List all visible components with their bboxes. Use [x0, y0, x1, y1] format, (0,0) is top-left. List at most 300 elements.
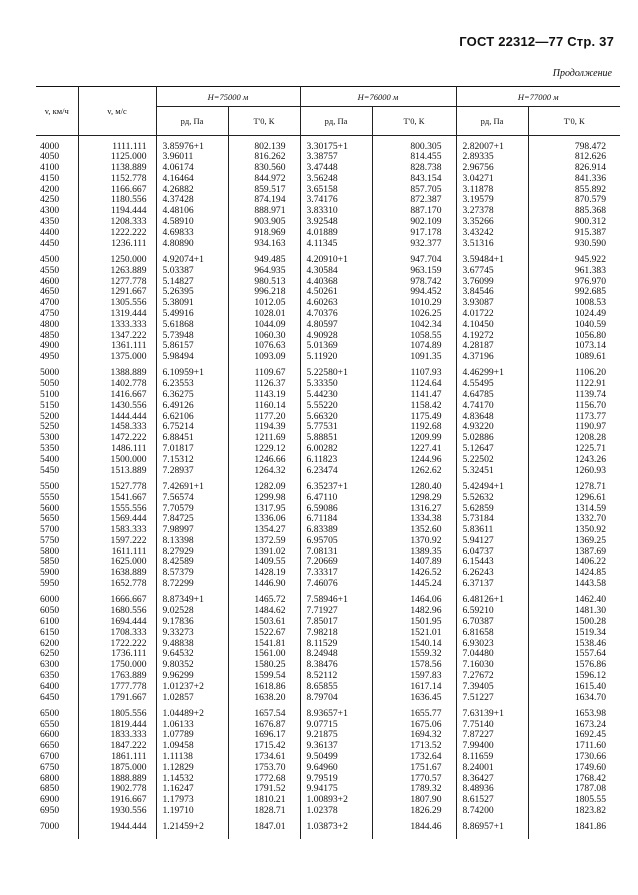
table-cell: 1106.20 — [528, 368, 620, 379]
table-cell: 3.59484+1 — [456, 255, 528, 266]
table-cell: 1260.93 — [528, 466, 620, 477]
table-cell: 7.15312 — [156, 455, 228, 466]
table-cell: 1666.667 — [78, 595, 156, 606]
table-cell: 4550 — [36, 266, 78, 277]
table-cell: 1152.778 — [78, 174, 156, 185]
table-cell: 1634.70 — [528, 693, 620, 704]
table-cell: 5.44230 — [300, 390, 372, 401]
table-cell: 1125.000 — [78, 152, 156, 163]
table-cell: 9.48838 — [156, 639, 228, 650]
table-cell: 4.40368 — [300, 277, 372, 288]
table-cell: 1617.14 — [372, 682, 456, 693]
table-cell: 4.01722 — [456, 309, 528, 320]
table-cell: 1319.444 — [78, 309, 156, 320]
table-cell: 9.21875 — [300, 730, 372, 741]
table-cell: 1008.53 — [528, 298, 620, 309]
table-cell: 6.11823 — [300, 455, 372, 466]
table-cell: 1428.19 — [228, 568, 300, 579]
table-cell: 1126.37 — [228, 379, 300, 390]
table-cell: 5.73184 — [456, 514, 528, 525]
table-cell: 1580.25 — [228, 660, 300, 671]
table-cell: 6100 — [36, 617, 78, 628]
separator-cell — [528, 833, 620, 839]
table-cell: 4950 — [36, 352, 78, 363]
page-header: ГОСТ 22312—77 Стр. 37 — [459, 34, 614, 49]
table-cell: 6200 — [36, 639, 78, 650]
table-cell: 1772.68 — [228, 774, 300, 785]
table-cell: 7.85017 — [300, 617, 372, 628]
table-cell: 1653.98 — [528, 709, 620, 720]
table-cell: 1.02857 — [156, 693, 228, 704]
table-cell: 8.24948 — [300, 649, 372, 660]
table-cell: 1236.111 — [78, 239, 156, 250]
table-cell: 1732.64 — [372, 752, 456, 763]
table-cell: 5.98494 — [156, 352, 228, 363]
table-cell: 1158.42 — [372, 401, 456, 412]
table-cell: 1500.28 — [528, 617, 620, 628]
table-cell: 5700 — [36, 525, 78, 536]
table-cell: 3.35266 — [456, 217, 528, 228]
table-cell: 1916.667 — [78, 795, 156, 806]
table-cell: 6.10959+1 — [156, 368, 228, 379]
table-cell: 4.48106 — [156, 206, 228, 217]
table-cell: 917.178 — [372, 228, 456, 239]
table-cell: 1406.22 — [528, 557, 620, 568]
table-cell: 947.704 — [372, 255, 456, 266]
table-cell: 1692.45 — [528, 730, 620, 741]
table-cell: 1751.67 — [372, 763, 456, 774]
table-cell: 1391.02 — [228, 547, 300, 558]
table-cell: 1787.08 — [528, 784, 620, 795]
table-cell: 6.37137 — [456, 579, 528, 590]
table-cell: 1930.556 — [78, 806, 156, 817]
table-cell: 6.59210 — [456, 606, 528, 617]
table-cell: 9.64532 — [156, 649, 228, 660]
table-cell: 1.19710 — [156, 806, 228, 817]
table-cell: 1314.59 — [528, 504, 620, 515]
table-row — [36, 579, 620, 590]
table-cell: 857.705 — [372, 185, 456, 196]
table-cell: 830.560 — [228, 163, 300, 174]
table-cell: 4850 — [36, 331, 78, 342]
table-cell: 4.80890 — [156, 239, 228, 250]
table-row — [36, 693, 620, 704]
table-cell: 7.28937 — [156, 466, 228, 477]
table-cell: 1823.82 — [528, 806, 620, 817]
table-cell: 1209.99 — [372, 433, 456, 444]
table-cell: 1375.000 — [78, 352, 156, 363]
table-body — [36, 136, 620, 839]
table-cell: 1.17973 — [156, 795, 228, 806]
table-cell: 8.38476 — [300, 660, 372, 671]
table-cell: 8.11529 — [300, 639, 372, 650]
table-cell: 5.32451 — [456, 466, 528, 477]
table-cell: 1481.30 — [528, 606, 620, 617]
table-cell: 1521.01 — [372, 628, 456, 639]
table-cell: 1826.29 — [372, 806, 456, 817]
table-cell: 1177.20 — [228, 412, 300, 423]
table-cell: 2.89335 — [456, 152, 528, 163]
table-cell: 1208.333 — [78, 217, 156, 228]
table-cell: 6.81658 — [456, 628, 528, 639]
table-cell: 5.55220 — [300, 401, 372, 412]
table-cell: 6.71184 — [300, 514, 372, 525]
table-cell: 1282.09 — [228, 482, 300, 493]
table-cell: 6.36275 — [156, 390, 228, 401]
table-cell: 1180.556 — [78, 195, 156, 206]
table-cell: 8.93657+1 — [300, 709, 372, 720]
table-cell: 1753.70 — [228, 763, 300, 774]
table-cell: 5800 — [36, 547, 78, 558]
table-cell: 4.11345 — [300, 239, 372, 250]
table-cell: 1093.09 — [228, 352, 300, 363]
table-cell: 6750 — [36, 763, 78, 774]
table-cell: 7.46076 — [300, 579, 372, 590]
table-cell: 1519.34 — [528, 628, 620, 639]
table-cell: 1875.000 — [78, 763, 156, 774]
table-cell: 8.86957+1 — [456, 822, 528, 833]
table-cell: 4.74170 — [456, 401, 528, 412]
table-cell: 4900 — [36, 341, 78, 352]
table-cell: 8.24001 — [456, 763, 528, 774]
table-cell: 1350.92 — [528, 525, 620, 536]
table-cell: 1789.32 — [372, 784, 456, 795]
table-cell: 5.49916 — [156, 309, 228, 320]
table-cell: 3.65158 — [300, 185, 372, 196]
table-cell: 7.63139+1 — [456, 709, 528, 720]
table-cell: 1277.778 — [78, 277, 156, 288]
table-cell: 1730.66 — [528, 752, 620, 763]
table-cell: 1229.12 — [228, 444, 300, 455]
table-cell: 4300 — [36, 206, 78, 217]
table-cell: 992.685 — [528, 287, 620, 298]
table-cell: 4.60263 — [300, 298, 372, 309]
table-cell: 5650 — [36, 514, 78, 525]
table-cell: 4.06174 — [156, 163, 228, 174]
table-cell: 5300 — [36, 433, 78, 444]
table-cell: 3.96011 — [156, 152, 228, 163]
table-cell: 6.70387 — [456, 617, 528, 628]
table-cell: 843.154 — [372, 174, 456, 185]
table-cell: 1058.55 — [372, 331, 456, 342]
table-cell: 1402.778 — [78, 379, 156, 390]
table-cell: 1713.52 — [372, 741, 456, 752]
table-cell: 8.72299 — [156, 579, 228, 590]
table-cell: 1807.90 — [372, 795, 456, 806]
table-cell: 7.84725 — [156, 514, 228, 525]
table-cell: 1278.71 — [528, 482, 620, 493]
table-cell: 5.02886 — [456, 433, 528, 444]
table-cell: 903.905 — [228, 217, 300, 228]
table-cell: 4350 — [36, 217, 78, 228]
table-cell: 8.57379 — [156, 568, 228, 579]
table-cell: 1540.14 — [372, 639, 456, 650]
table-cell: 1844.46 — [372, 822, 456, 833]
table-cell: 1833.333 — [78, 730, 156, 741]
table-cell: 1902.778 — [78, 784, 156, 795]
table-cell: 4050 — [36, 152, 78, 163]
table-cell: 1194.39 — [228, 422, 300, 433]
table-cell: 3.38757 — [300, 152, 372, 163]
table-cell: 1192.68 — [372, 422, 456, 433]
table-cell: 6250 — [36, 649, 78, 660]
table-cell: 1044.09 — [228, 320, 300, 331]
table-cell: 1.21459+2 — [156, 822, 228, 833]
table-cell: 3.74176 — [300, 195, 372, 206]
table-cell: 7.20669 — [300, 557, 372, 568]
table-cell: 6050 — [36, 606, 78, 617]
table-cell: 1291.667 — [78, 287, 156, 298]
table-cell: 3.27378 — [456, 206, 528, 217]
table-cell: 4700 — [36, 298, 78, 309]
table-cell: 6800 — [36, 774, 78, 785]
table-cell: 1501.95 — [372, 617, 456, 628]
table-cell: 1446.90 — [228, 579, 300, 590]
table-cell: 5550 — [36, 493, 78, 504]
col-header-t0-1: T'0, К — [228, 107, 300, 136]
table-cell: 8.42589 — [156, 557, 228, 568]
table-cell: 1805.556 — [78, 709, 156, 720]
table-cell: 8.61527 — [456, 795, 528, 806]
table-cell: 915.387 — [528, 228, 620, 239]
table-cell: 1122.91 — [528, 379, 620, 390]
table-cell: 1243.26 — [528, 455, 620, 466]
table-cell: 1465.72 — [228, 595, 300, 606]
table-cell: 1333.333 — [78, 320, 156, 331]
table-cell: 4.01889 — [300, 228, 372, 239]
table-cell: 1042.34 — [372, 320, 456, 331]
table-cell: 6450 — [36, 693, 78, 704]
table-cell: 1010.29 — [372, 298, 456, 309]
table-cell: 1370.92 — [372, 536, 456, 547]
table-cell: 1443.58 — [528, 579, 620, 590]
table-cell: 4.19272 — [456, 331, 528, 342]
table-cell: 6.62106 — [156, 412, 228, 423]
table-cell: 1334.38 — [372, 514, 456, 525]
table-cell: 1.12829 — [156, 763, 228, 774]
table-cell: 1596.12 — [528, 671, 620, 682]
table-row — [36, 266, 620, 277]
table-cell: 7.27672 — [456, 671, 528, 682]
table-cell: 1.03873+2 — [300, 822, 372, 833]
table-cell: 5250 — [36, 422, 78, 433]
table-cell: 4750 — [36, 309, 78, 320]
table-cell: 874.194 — [228, 195, 300, 206]
table-cell: 7.98997 — [156, 525, 228, 536]
table-cell: 1828.71 — [228, 806, 300, 817]
table-cell: 6550 — [36, 720, 78, 731]
table-cell: 3.51316 — [456, 239, 528, 250]
table-cell: 1464.06 — [372, 595, 456, 606]
table-cell: 5.88851 — [300, 433, 372, 444]
table-cell: 1407.89 — [372, 557, 456, 568]
table-cell: 7.99400 — [456, 741, 528, 752]
table-cell: 2.96756 — [456, 163, 528, 174]
table-cell: 1.09458 — [156, 741, 228, 752]
table-cell: 978.742 — [372, 277, 456, 288]
table-cell: 7.04480 — [456, 649, 528, 660]
table-cell: 1296.61 — [528, 493, 620, 504]
table-cell: 1676.87 — [228, 720, 300, 731]
table-cell: 1597.83 — [372, 671, 456, 682]
separator-cell — [78, 833, 156, 839]
table-cell: 3.85976+1 — [156, 142, 228, 153]
table-cell: 1538.46 — [528, 639, 620, 650]
table-cell: 6500 — [36, 709, 78, 720]
table-cell: 4600 — [36, 277, 78, 288]
table-cell: 8.36427 — [456, 774, 528, 785]
table-cell: 1347.222 — [78, 331, 156, 342]
separator-cell — [228, 833, 300, 839]
table-row — [36, 320, 620, 331]
table-cell: 1576.86 — [528, 660, 620, 671]
group-header-1: H=75000 м — [156, 87, 300, 107]
table-cell: 1819.444 — [78, 720, 156, 731]
table-cell: 7.75140 — [456, 720, 528, 731]
table-cell: 5500 — [36, 482, 78, 493]
table-cell: 7.08131 — [300, 547, 372, 558]
table-cell: 994.452 — [372, 287, 456, 298]
table-cell: 5000 — [36, 368, 78, 379]
table-cell: 1597.222 — [78, 536, 156, 547]
table-cell: 980.513 — [228, 277, 300, 288]
table-cell: 6.88451 — [156, 433, 228, 444]
group-header-2: H=76000 м — [300, 87, 456, 107]
col-header-pd-3: pд, Па — [456, 107, 528, 136]
table-cell: 6650 — [36, 741, 78, 752]
table-cell: 5850 — [36, 557, 78, 568]
table-cell: 3.83310 — [300, 206, 372, 217]
table-cell: 3.30175+1 — [300, 142, 372, 153]
table-cell: 802.139 — [228, 142, 300, 153]
table-cell: 841.336 — [528, 174, 620, 185]
table-cell: 1263.889 — [78, 266, 156, 277]
table-cell: 1522.67 — [228, 628, 300, 639]
table-cell: 1444.444 — [78, 412, 156, 423]
table-cell: 1361.111 — [78, 341, 156, 352]
block-separator — [36, 833, 620, 839]
table-cell: 1211.69 — [228, 433, 300, 444]
table-cell: 1389.35 — [372, 547, 456, 558]
table-cell: 1.04489+2 — [156, 709, 228, 720]
table-cell: 4450 — [36, 239, 78, 250]
table-cell: 1638.889 — [78, 568, 156, 579]
table-cell: 5.94127 — [456, 536, 528, 547]
table-cell: 6900 — [36, 795, 78, 806]
table-cell: 4.20910+1 — [300, 255, 372, 266]
table-cell: 6150 — [36, 628, 78, 639]
table-cell: 8.48936 — [456, 784, 528, 795]
table-cell: 798.472 — [528, 142, 620, 153]
table-cell: 1657.54 — [228, 709, 300, 720]
table-cell: 888.971 — [228, 206, 300, 217]
table-cell: 1680.556 — [78, 606, 156, 617]
table-cell: 5350 — [36, 444, 78, 455]
table-cell: 5.66320 — [300, 412, 372, 423]
col-header-t0-3: T'0, К — [528, 107, 620, 136]
table-cell: 5.14827 — [156, 277, 228, 288]
table-cell: 7.39405 — [456, 682, 528, 693]
table-cell: 964.935 — [228, 266, 300, 277]
table-cell: 5.86157 — [156, 341, 228, 352]
table-cell: 5450 — [36, 466, 78, 477]
table-cell: 5150 — [36, 401, 78, 412]
table-cell: 9.64960 — [300, 763, 372, 774]
table-cell: 9.94175 — [300, 784, 372, 795]
table-cell: 1810.21 — [228, 795, 300, 806]
table-cell: 1222.222 — [78, 228, 156, 239]
table-cell: 1.06133 — [156, 720, 228, 731]
table-cell: 4650 — [36, 287, 78, 298]
table-cell: 6.95705 — [300, 536, 372, 547]
table-cell: 1332.70 — [528, 514, 620, 525]
table-cell: 9.07715 — [300, 720, 372, 731]
table-row — [36, 822, 620, 833]
table-cell: 9.79519 — [300, 774, 372, 785]
table-cell: 8.11659 — [456, 752, 528, 763]
table-cell: 6400 — [36, 682, 78, 693]
table-cell: 1472.222 — [78, 433, 156, 444]
table-cell: 3.84546 — [456, 287, 528, 298]
table-cell: 812.626 — [528, 152, 620, 163]
table-cell: 7.98218 — [300, 628, 372, 639]
table-cell: 5.83611 — [456, 525, 528, 536]
table-cell: 4.90928 — [300, 331, 372, 342]
table-cell: 900.312 — [528, 217, 620, 228]
table-cell: 4.26882 — [156, 185, 228, 196]
table-cell: 885.368 — [528, 206, 620, 217]
table-cell: 1074.89 — [372, 341, 456, 352]
table-cell: 872.387 — [372, 195, 456, 206]
table-cell: 5900 — [36, 568, 78, 579]
table-cell: 5.77531 — [300, 422, 372, 433]
table-cell: 1847.01 — [228, 822, 300, 833]
table-cell: 855.892 — [528, 185, 620, 196]
table-cell: 1280.40 — [372, 482, 456, 493]
table-cell: 1430.556 — [78, 401, 156, 412]
table-cell: 4150 — [36, 174, 78, 185]
table-cell: 1124.64 — [372, 379, 456, 390]
table-cell: 9.96299 — [156, 671, 228, 682]
table-cell: 4.16464 — [156, 174, 228, 185]
table-cell: 4000 — [36, 142, 78, 153]
table-cell: 1486.111 — [78, 444, 156, 455]
table-cell: 5750 — [36, 536, 78, 547]
table-cell: 6.48126+1 — [456, 595, 528, 606]
table-cell: 930.590 — [528, 239, 620, 250]
table-cell: 1040.59 — [528, 320, 620, 331]
table-cell: 1445.24 — [372, 579, 456, 590]
table-cell: 1711.60 — [528, 741, 620, 752]
table-cell: 1416.667 — [78, 390, 156, 401]
table-cell: 2.82007+1 — [456, 142, 528, 153]
table-cell: 932.377 — [372, 239, 456, 250]
table-cell: 1109.67 — [228, 368, 300, 379]
table-cell: 5.38091 — [156, 298, 228, 309]
table-cell: 1541.667 — [78, 493, 156, 504]
table-cell: 918.969 — [228, 228, 300, 239]
table-cell: 1599.54 — [228, 671, 300, 682]
table-cell: 1.01237+2 — [156, 682, 228, 693]
table-cell: 7.58946+1 — [300, 595, 372, 606]
table-cell: 6600 — [36, 730, 78, 741]
table-cell: 1696.17 — [228, 730, 300, 741]
table-cell: 6300 — [36, 660, 78, 671]
table-cell: 9.17836 — [156, 617, 228, 628]
col-header-v-ms: v, м/с — [78, 87, 156, 136]
table-cell: 6000 — [36, 595, 78, 606]
table-cell: 1736.111 — [78, 649, 156, 660]
